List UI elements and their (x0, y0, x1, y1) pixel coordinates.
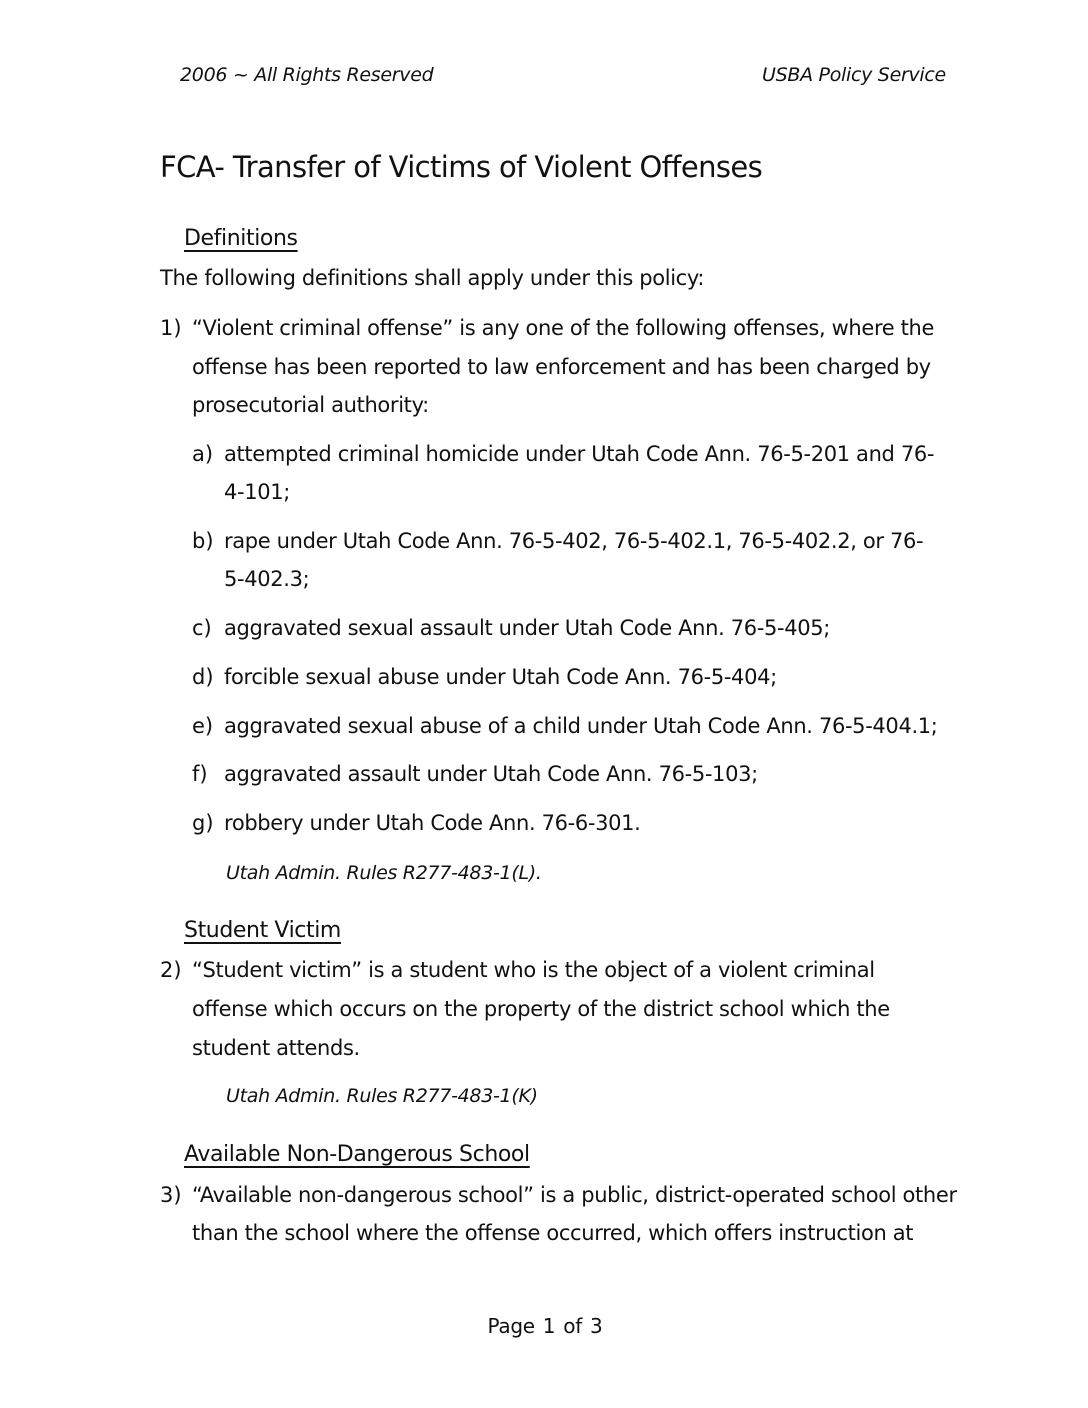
subitem-text-line: robbery under Utah Code Ann. 76-6-301. (224, 811, 641, 835)
item-text-line: prosecutorial authority: (192, 393, 429, 417)
rule-citation: Utah Admin. Rules R277-483-1(L). (226, 862, 542, 884)
item-text-line: “Available non-dangerous school” is a public, district-operated school other (192, 1183, 957, 1207)
subitem-text-line: aggravated assault under Utah Code Ann. 76-5-103; (224, 762, 758, 786)
item-number: 2) (160, 958, 182, 982)
item-text-line: offense has been reported to law enforcement and has been charged by (192, 355, 931, 379)
document-title: FCA- Transfer of Victims of Violent Offenses (160, 150, 763, 184)
item-text-line: offense which occurs on the property of the district school which the (192, 997, 890, 1021)
subitem-text-line: 5-402.3; (224, 567, 310, 591)
subitem-letter: g) (192, 811, 214, 835)
subitem-letter: b) (192, 529, 214, 553)
header-publisher: USBA Policy Service (762, 64, 946, 86)
subitem-text-line: forcible sexual abuse under Utah Code Ann. 76-5-404; (224, 665, 777, 689)
footer-page-current: 1 (542, 1314, 556, 1338)
subitem-letter: c) (192, 616, 212, 640)
item-text-line: “Violent criminal offense” is any one of the following offenses, where the (192, 316, 935, 340)
item-text-line: student attends. (192, 1036, 360, 1060)
subitem-text-line: rape under Utah Code Ann. 76-5-402, 76-5-402.1, 76-5-402.2, or 76- (224, 529, 924, 553)
subitem-text-line: aggravated sexual abuse of a child under Utah Code Ann. 76-5-404.1; (224, 714, 938, 738)
section-heading-available-school: Available Non-Dangerous School (184, 1142, 530, 1167)
rule-citation: Utah Admin. Rules R277-483-1(K) (226, 1085, 538, 1107)
item-number: 3) (160, 1183, 182, 1207)
subitem-text-line: attempted criminal homicide under Utah Code Ann. 76-5-201 and 76- (224, 442, 935, 466)
header-copyright: 2006 ~ All Rights Reserved (180, 64, 434, 86)
section-heading-student-victim: Student Victim (184, 918, 341, 943)
page-footer (0, 1314, 1088, 1338)
subitem-text-line: aggravated sexual assault under Utah Code Ann. 76-5-405; (224, 616, 830, 640)
footer-page-total: 3 (590, 1314, 603, 1338)
section-heading-definitions: Definitions (184, 226, 298, 251)
subitem-text-line: 4-101; (224, 480, 290, 504)
definitions-intro: The following definitions shall apply under this policy: (160, 266, 705, 290)
item-text-line: “Student victim” is a student who is the object of a violent criminal (192, 958, 875, 982)
footer-page-of: of (563, 1314, 582, 1338)
subitem-letter: f) (192, 762, 208, 786)
subitem-letter: a) (192, 442, 214, 466)
subitem-letter: e) (192, 714, 214, 738)
item-text-line: than the school where the offense occurred, which offers instruction at (192, 1221, 914, 1245)
footer-page-label: Page (487, 1314, 535, 1338)
item-number: 1) (160, 316, 182, 340)
subitem-letter: d) (192, 665, 214, 689)
